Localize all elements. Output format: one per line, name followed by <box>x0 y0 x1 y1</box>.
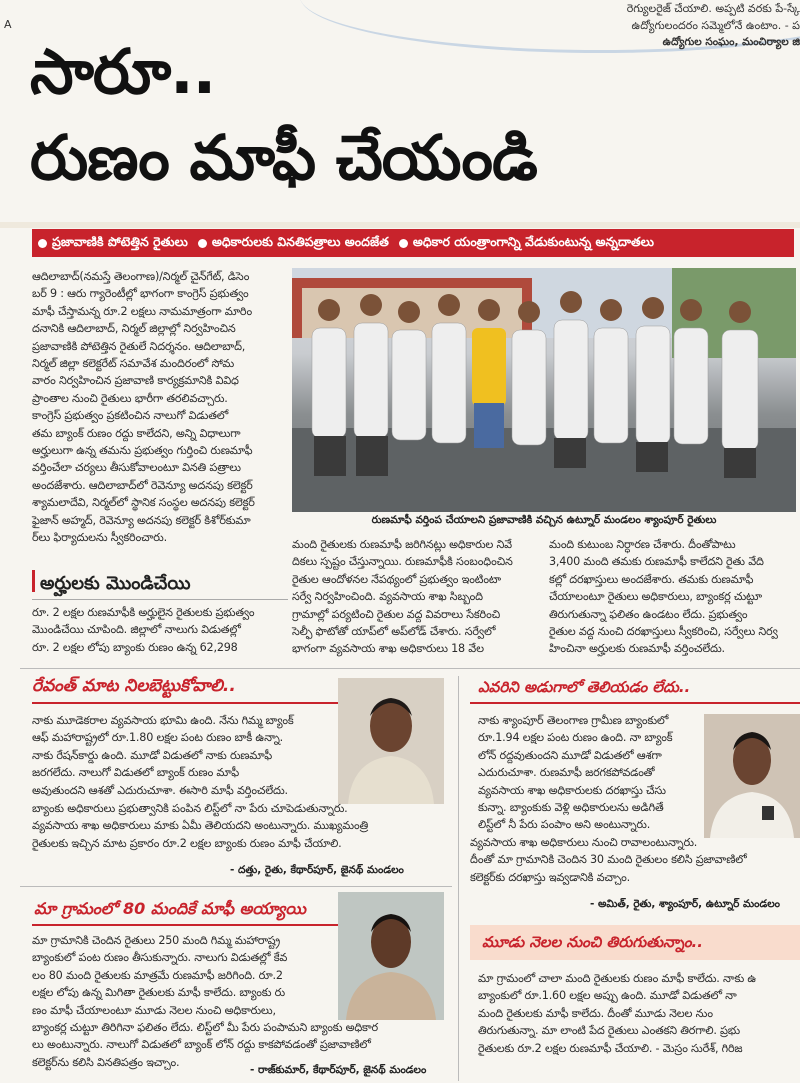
section-divider <box>20 886 452 887</box>
box1-heading: రేవంత్ మాట నిలబెట్టుకోవాలి.. <box>32 676 236 696</box>
farmer-portrait <box>338 678 444 804</box>
bullet-icon <box>399 239 408 248</box>
bullet-icon <box>198 239 207 248</box>
banner-item <box>399 234 654 253</box>
top-quote <box>470 0 800 51</box>
story-column-2: మంది రైతులకు రుణమాఫీ జరిగినట్లు అధికారుల నివే దికలు స్పష్టం చేస్తున్నాయి. రుణమాఫీకి సంబంధించిన రైతుల ఆందోళనల నేపథ్యంలో ప్రభుత్వం ఇంటింటా సర్వే నిర్వహించింది. వ్యవసాయ శాఖ సిబ్బంది గ్రామాల్లో పర్యటించి రైతుల వద్ద వివరాలు సేకరించి సెల్ఫీ ఫొటోతో యాప్‌లో అప్‌లోడ్ చేశారు. సర్వేలో భాగంగా వ్యవసాయ శాఖ అధికారులు 18 వేల <box>292 538 513 656</box>
banner-item <box>38 234 188 253</box>
farmer-portrait-photo <box>704 714 800 838</box>
subheadline-banner <box>32 229 794 257</box>
headline-line1: సారూ.. <box>30 35 216 108</box>
box2-attribution: - అమిత్, రైతు, శ్యాంపూర్, ఉట్నూర్ మండలం <box>590 898 780 910</box>
banner-text: అధికారులకు వినతిపత్రాలు అందజేత <box>211 233 389 249</box>
farmer-portrait <box>704 714 800 838</box>
divider <box>32 599 288 600</box>
box2-heading: ఎవరిని అడుగాలో తెలియడం లేదు.. <box>478 678 691 696</box>
heading-underline <box>32 924 342 926</box>
box3-text: మా గ్రామానికి చెందిన రైతులు 250 మంది గిమ్మ మహారాష్ట్ర బ్యాంకులో పంట రుణం తీసుకున్నారు. నాలుగు విడుతల్లో కేవ లం 80 మంది రైతులకు మాత్రమే రుణమాఫీ జరిగింది. రూ.2 లక్షల లోపు ఉన్న మిగితా రైతులకు మాఫీ కాలేదు. బ్యాంకు రు ణం మాఫీ చేయాలంటూ మూడు నెలల నుంచి అధికారులు, బ్యాంకర్ల చుట్టూ తిరిగినా ఫలితం లేదు. లిస్ట్‌లో మీ పేరు పంపామని బ్యాంకు అధికార లు అంటున్నారు. నాలుగో విడుతలో బ్యాంక్ లోన్ రద్దు కాకపోవడంతో ప్రజావాణిలో కలెక్టర్‌ను కలిసి వినతిపత్రం ఇచ్చాం. <box>32 934 378 1069</box>
farmers-group-illustration <box>292 268 796 512</box>
top-quote-line: రెగ్యులరైజ్ చేయాలి. అప్పటి వరకు పే-స్కే <box>626 2 800 15</box>
banner-text: ప్రజావాణికి పోటెత్తిన రైతులు <box>52 233 188 249</box>
heading-underline <box>32 702 342 704</box>
headline-line2: రుణం మాఫీ చేయండి <box>30 121 537 194</box>
banner-top-band <box>0 222 800 228</box>
box3-heading: మా గ్రామంలో 80 మందికే మాఫీ అయ్యాయి <box>34 899 306 918</box>
box1-text-top: నాకు మూడెకరాల వ్యవసాయ భూమి ఉంది. నేను గిమ్మ బ్యాంక్ ఆఫ్ మహారాష్ట్రలో రూ.1.80 లక్షల పంట రుణం బాకీ ఉన్నా. నాకు రేషన్‌కార్డు ఉంది. మూడో విడుతలో నాకు రుణమాఫీ జరగలేదు. నాలుగో విడుతలో బ్యాంక్ రుణం మాఫీ అవుతుందని ఆశతో ఎదురుచూశా. ఈసారి మాఫీ వర్తించలేదు. <box>32 714 294 797</box>
column-divider <box>458 676 459 1081</box>
box2-text-bottom: వ్యవసాయ శాఖ అధికారులు నుంచి రావాలంటున్నారు. దీంతో మా గ్రామానికి చెందిన 30 మంది రైతులం కలిసి ప్రజావాణిలో కలెక్టర్‌కు దరఖాస్తు ఇవ్వడానికి వచ్చాం. <box>470 836 747 884</box>
margin-fragment: A <box>4 18 12 31</box>
story-column-3: మంది కుటుంబ నిర్ధారణ చేశారు. దీంతోపాటు 3,400 మంది తమకు రుణమాఫీ కాలేదని రైతు వేది కల్లో దరఖాస్తులు అందజేశారు. తమకు రుణమాఫీ చేయాలంటూ రైతులు అధికారులు, బ్యాంకర్ల చుట్టూ తిరుగుతున్నా ఫలితం ఉండటం లేదు. ప్రభుత్వం రైతుల వద్ద నుంచి దరఖాస్తులు స్వీకరించి, సర్వేలు నిర్వ హించినా అర్హులకు రుణమాఫీ వర్తించలేదు. <box>549 538 778 656</box>
top-quote-line: ఉద్యోగులందరం సమ్మెలోనే ఉంటాం. - ప <box>631 19 800 32</box>
box1-attribution: - దత్తు, రైతు, కేథార్‌పూర్, జైనథ్ మండలం <box>230 864 404 876</box>
photo-caption: రుణమాఫీ వర్తింప చేయాలని ప్రజావాణికి వచ్చిన ఉట్నూర్ మండలం శ్యాంపూర్ రైతులు <box>371 514 717 526</box>
box3-attribution: - రాజ్‌కుమార్, కేథార్‌పూర్, జైనథ్ మండలం <box>250 1064 427 1076</box>
box4-text: మా గ్రామంలో చాలా మంది రైతులకు రుణం మాఫీ కాలేదు. నాకు ఉ బ్యాంకులో రూ.1.60 లక్షల అప్పు ఉంది. మూడో విడుతలో నా మంది రైతులకు మాఫీ కాలేదు. దీంతో మూడు నెలల నుం తిరుగుతున్నా. మా లాంటి పేద రైతులు ఎంతకని తిరగాలి. ప్రభు రైతులకు రూ.2 లక్షల రుణమాఫీ చేయాలి. - మెస్రం సురేశ్, గిరిజ <box>478 972 757 1055</box>
box1-text-bottom: బ్యాంకు అధికారులు ప్రభుత్వానికి పంపిన లిస్ట్‌లో నా పేరు చూపెడుతున్నారు. వ్యవసాయ శాఖ అధికారులు మాకు ఏమీ తెలియదని అంటున్నారు. ముఖ్యమంత్రి రైతులకు ఇచ్చిన మాట ప్రకారం రూ.2 లక్షల బ్యాంకు రుణం మాఫీ చేయాలి. <box>32 802 369 850</box>
banner-item <box>198 234 389 253</box>
box4-heading: మూడు నెలల నుంచి తిరుగుతున్నాం.. <box>482 933 703 951</box>
farmer-portrait-photo <box>338 678 444 804</box>
section-divider <box>20 668 800 669</box>
banner-text: అధికార యంత్రాంగాన్ని వేడుకుంటున్న అన్నదాతలు <box>412 233 654 249</box>
story-subheading: అర్హులకు మొండిచేయి <box>40 573 191 594</box>
subheading-marker <box>32 570 35 592</box>
farmers-group-photo <box>292 268 796 512</box>
top-quote-signature: ఉద్యోగుల సంఘం, మంచిర్యాల జి <box>662 36 800 48</box>
bullet-icon <box>38 239 47 248</box>
story-column-1: ఆదిలాబాద్(నమస్తే తెలంగాణ)/నిర్మల్ చైన్‌గేట్, డిసెం బర్ 9 : ఆరు గ్యారెంటీల్లో భాగంగా కాంగ్రెస్ ప్రభుత్వం మాఫీ చేస్తామన్న రూ.2 లక్షలు నామమాత్రంగా మారిం దనానికి ఆదిలాబాద్, నిర్మల్ జిల్లాల్లో నిర్వహించిన ప్రజావాణికి పోటెత్తిన రైతులే నిదర్శనం. ఆదిలాబాద్, నిర్మల్ జిల్లా కలెక్టరేట్ సమావేశ మందిరంలో సోమ వారం నిర్వహించిన ప్రజావాణి కార్యక్రమానికి వివిధ ప్రాంతాల నుంచి రైతులు భారీగా తరలివచ్చారు. కాంగ్రెస్ ప్రభుత్వం ప్రకటించిన నాలుగో విడుతలో తమ బ్యాంక్ రుణం రద్దు కాలేదని, అన్ని విధాలుగా అర్హులుగా ఉన్న తమను ప్రభుత్వం గుర్తించి రుణమాఫీ వర్తించేలా చర్యలు తీసుకోవాలంటూ వినతి పత్రాలు అందజేశారు. ఆదిలాబాద్‌లో రెవెన్యూ అదనపు కలెక్టర్ శ్యామలాదేవి, నిర్మల్‌లో స్థానిక సంస్థల అదనపు కలెక్టర్ ఫైజాన్ అహ్మద్, రెవెన్యూ అదనపు కలెక్టర్ కిశోర్‌కుమా ర్‌లు ఫిర్యాదులను స్వీకరించారు. <box>32 270 255 545</box>
box2-text-top: నాకు శ్యాంపూర్ తెలంగాణ గ్రామీణ బ్యాంకులో రూ.1.94 లక్షల పంట రుణం ఉంది. నా బ్యాంక్ లోన్ రద్దవుతుందని మూడో విడుతలో ఆశగా ఎదురుచూశా. రుణమాఫీ జరగకపోవడంతో వ్యవసాయ శాఖ అధికారులకు దరఖాస్తు చేసు కున్నా. బ్యాంకుకు వెళ్లి అధికారులను అడిగితే లిస్ట్‌లో నీ పేరు పంపాం అని అంటున్నారు. <box>478 714 673 832</box>
heading-underline <box>470 702 800 704</box>
story-column-1b: రూ. 2 లక్షల రుణమాఫీకి అర్హులైన రైతులకు ప్రభుత్వం మొండిచేయి చూపింది. జిల్లాలో నాలుగు విడుతల్లో రూ. 2 లక్షల లోపు బ్యాంకు రుణం ఉన్న 62,298 <box>32 606 255 654</box>
